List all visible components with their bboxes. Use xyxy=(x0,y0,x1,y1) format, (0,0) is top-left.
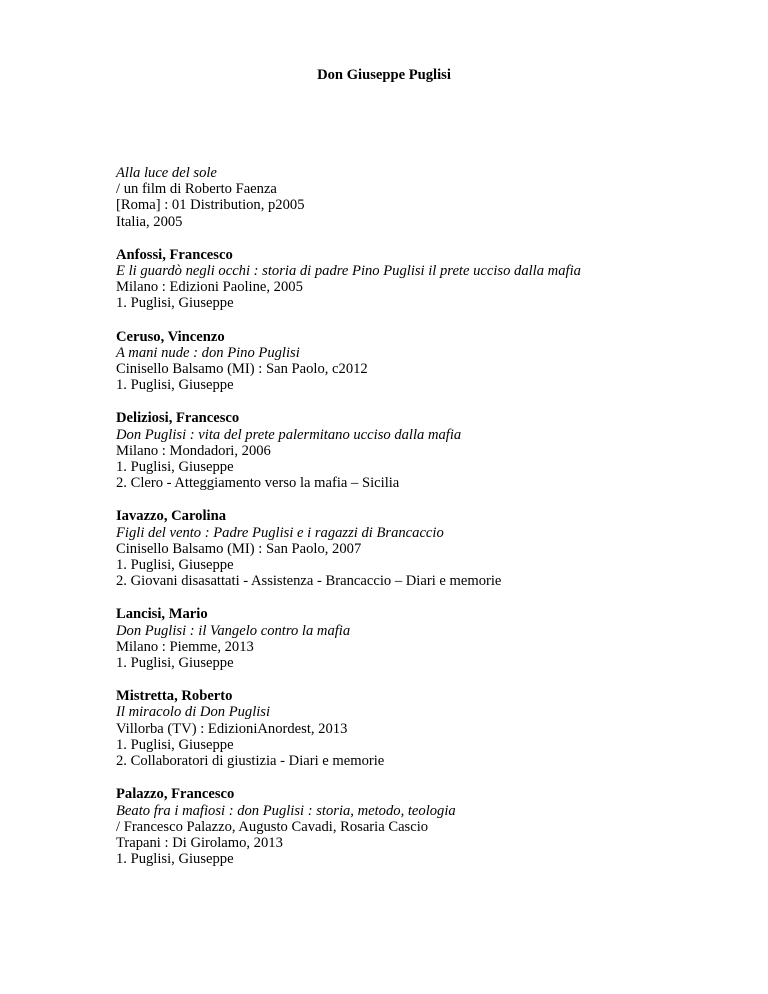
entry-author: Mistretta, Roberto xyxy=(116,688,233,705)
entry-detail-line: Villorba (TV) : EdizioniAnordest, 2013 xyxy=(116,720,348,737)
entry-detail-line: Milano : Edizioni Paoline, 2005 xyxy=(116,279,303,296)
entry-detail-line: [Roma] : 01 Distribution, p2005 xyxy=(116,197,305,214)
entry-title: Figli del vento : Padre Puglisi e i ragazzi di Brancaccio xyxy=(116,524,444,541)
entry-detail-line: 1. Puglisi, Giuseppe xyxy=(116,736,234,753)
entry-author: Deliziosi, Francesco xyxy=(116,410,240,427)
entry-title: Don Puglisi : il Vangelo contro la mafia xyxy=(116,622,351,639)
page-title: Don Giuseppe Puglisi xyxy=(317,67,451,83)
entry-detail-line: 2. Clero - Atteggiamento verso la mafia – Sicilia xyxy=(116,475,400,492)
entry-title: Beato fra i mafiosi : don Puglisi : storia, metodo, teologia xyxy=(116,802,456,819)
entry-author: Palazzo, Francesco xyxy=(116,786,235,803)
entry-detail-line: Milano : Mondadori, 2006 xyxy=(116,442,271,459)
bibliography-list xyxy=(116,165,736,884)
bibliography-entry xyxy=(116,410,736,491)
entry-author: Ceruso, Vincenzo xyxy=(116,328,225,345)
entry-detail-line: 1. Puglisi, Giuseppe xyxy=(116,377,234,394)
entry-author: Anfossi, Francesco xyxy=(116,246,233,263)
entry-detail-line: / Francesco Palazzo, Augusto Cavadi, Rosaria Cascio xyxy=(116,818,429,835)
entry-title: Il miracolo di Don Puglisi xyxy=(116,704,271,721)
entry-title: E li guardò negli occhi : storia di padre Pino Puglisi il prete ucciso dalla mafia xyxy=(116,263,581,280)
entry-detail-line: / un film di Roberto Faenza xyxy=(116,181,277,198)
entry-title: Alla luce del sole xyxy=(116,165,217,181)
entry-author: Iavazzo, Carolina xyxy=(116,508,226,525)
bibliography-entry xyxy=(116,329,736,394)
entry-detail-line: 1. Puglisi, Giuseppe xyxy=(116,557,234,574)
entry-detail-line: Cinisello Balsamo (MI) : San Paolo, c2012 xyxy=(116,361,368,378)
bibliography-entry xyxy=(116,247,736,312)
entry-detail-line: Italia, 2005 xyxy=(116,213,183,230)
bibliography-entry xyxy=(116,508,736,589)
entry-detail-line: Milano : Piemme, 2013 xyxy=(116,638,254,655)
entry-title: A mani nude : don Pino Puglisi xyxy=(116,344,300,361)
entry-detail-line: 2. Collaboratori di giustizia - Diari e memorie xyxy=(116,753,385,770)
entry-detail-line: 1. Puglisi, Giuseppe xyxy=(116,655,234,672)
entry-detail-line: 2. Giovani disasattati - Assistenza - Brancaccio – Diari e memorie xyxy=(116,573,502,590)
entry-author: Lancisi, Mario xyxy=(116,606,208,623)
bibliography-entry xyxy=(116,165,736,230)
entry-detail-line: Cinisello Balsamo (MI) : San Paolo, 2007 xyxy=(116,540,362,557)
bibliography-entry xyxy=(116,786,736,867)
entry-detail-line: 1. Puglisi, Giuseppe xyxy=(116,459,234,476)
bibliography-entry xyxy=(116,606,736,671)
entry-detail-line: 1. Puglisi, Giuseppe xyxy=(116,295,234,312)
entry-detail-line: Trapani : Di Girolamo, 2013 xyxy=(116,834,283,851)
bibliography-entry xyxy=(116,688,736,769)
entry-detail-line: 1. Puglisi, Giuseppe xyxy=(116,851,234,868)
entry-title: Don Puglisi : vita del prete palermitano ucciso dalla mafia xyxy=(116,426,462,443)
